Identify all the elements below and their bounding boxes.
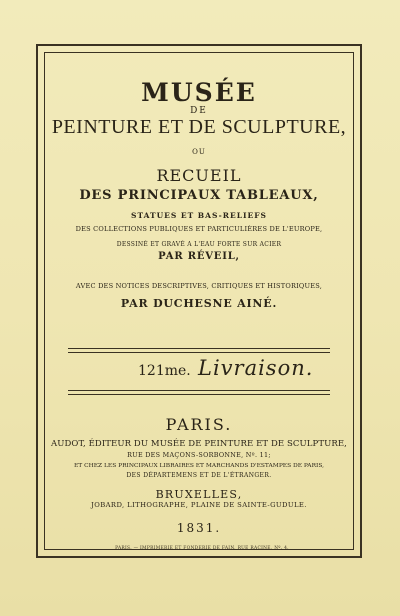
city-paris: PARIS. (165, 415, 233, 434)
divider-bottom (68, 390, 330, 391)
divider-top (68, 348, 330, 349)
title-page (50, 58, 348, 544)
issue-number: 121me. (138, 363, 191, 379)
divider-bottom-double (68, 394, 330, 395)
publisher-address: RUE DES MAÇONS-SORBONNE, Nº. 11; (127, 451, 271, 459)
title-de: DE (190, 106, 208, 116)
engraving-credit: DESSINÉ ET GRAVÉ A L'EAU FORTE SUR ACIER (116, 241, 282, 248)
issue-label-handwritten: Livraison. (198, 356, 314, 380)
notices-line: AVEC DES NOTICES DESCRIPTIVES, CRITIQUES ET HISTORIQUES, (75, 282, 323, 290)
principaux-heading: DES PRINCIPAUX TABLEAUX, (79, 188, 319, 203)
publication-year: 1831. (176, 521, 222, 535)
recueil-heading: RECUEIL (156, 166, 242, 185)
city-bruxelles: BRUXELLES, (155, 488, 243, 501)
conjunction-ou: OU (192, 148, 206, 156)
collections-line: DES COLLECTIONS PUBLIQUES ET PARTICULIÈRES DE L'EUROPE, (75, 225, 323, 233)
divider-top-double (68, 352, 330, 353)
publisher-line: AUDOT, ÉDITEUR DU MUSÉE DE PEINTURE ET DE SCULPTURE, (51, 439, 347, 449)
booksellers-line: ET CHEZ LES PRINCIPAUX LIBRAIRES ET MARCHANDS D'ESTAMPES DE PARIS, (73, 463, 325, 469)
author-name: PAR DUCHESNE AINÉ. (120, 297, 278, 310)
engraver-name: PAR RÉVEIL, (158, 251, 240, 262)
main-title: MUSÉE (141, 78, 257, 107)
lithographer-line: JOBARD, LITHOGRAPHE, PLAINE DE SAINTE-GUDULE. (91, 501, 307, 509)
printer-imprint: PARIS. — IMPRIMERIE ET FONDERIE DE FAIN, RUE RACINE, Nº. 4. (115, 546, 289, 551)
departments-line: DES DÉPARTEMENS ET DE L'ÉTRANGER. (126, 472, 272, 479)
subtitle: PEINTURE ET DE SCULPTURE, (51, 116, 347, 138)
statues-line: STATUES ET BAS-RELIEFS (131, 211, 267, 220)
